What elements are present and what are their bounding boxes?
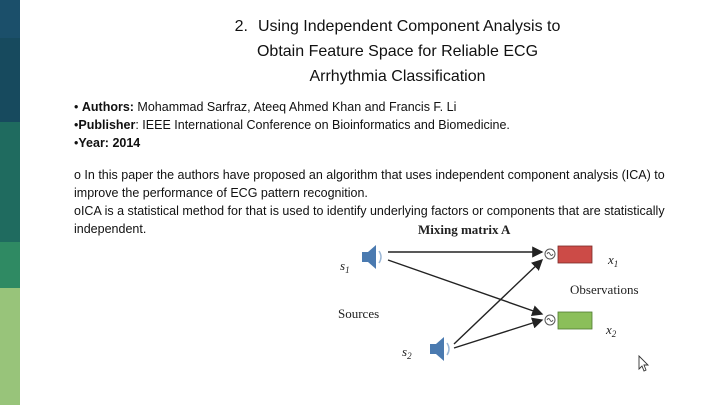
- authors-value: Mohammad Sarfraz, Ateeq Ahmed Khan and Francis F. Li: [133, 100, 457, 114]
- source-s1-label: $s_1$: [340, 258, 350, 275]
- paragraph-marker: o: [74, 168, 81, 182]
- source-s2-label: $s_2$: [402, 344, 412, 361]
- observation-x1-label: $x_1$: [608, 252, 619, 269]
- bullet: •: [74, 136, 79, 150]
- observation-x2-box: [558, 312, 592, 329]
- publisher-line: [74, 116, 510, 134]
- mouse-pointer-icon: [639, 356, 648, 371]
- publisher-label: Publisher: [78, 118, 136, 132]
- strip-segment: [0, 288, 20, 405]
- sum-node-icon: [545, 249, 555, 259]
- strip-segment: [0, 38, 20, 122]
- title-line: [160, 14, 635, 39]
- year-line: [74, 134, 510, 152]
- sum-node-icon: [545, 315, 555, 325]
- speaker-icon: [430, 337, 449, 361]
- title-line-2: Obtain Feature Space for Reliable ECG: [256, 43, 539, 60]
- slide-title: [160, 14, 635, 89]
- authors-label: Authors:: [81, 100, 134, 114]
- bullet: •: [74, 100, 79, 114]
- strip-segment: [0, 242, 20, 288]
- mixing-arrow: [454, 320, 542, 348]
- authors-line: [74, 98, 510, 116]
- year-label: Year: 2014: [78, 136, 141, 150]
- observation-x2-label: $x_2$: [606, 322, 617, 339]
- diagram-svg: [330, 214, 670, 384]
- paragraph-1: [74, 166, 674, 202]
- strip-segment: [0, 122, 20, 242]
- mixing-arrow: [454, 260, 542, 344]
- sources-label: Sources: [338, 306, 380, 321]
- observation-x1-box: [558, 246, 592, 263]
- title-number: 2.: [234, 18, 248, 35]
- strip-segment: [0, 0, 20, 38]
- paragraph-marker: o: [74, 204, 81, 218]
- speaker-icon: [362, 245, 381, 269]
- title-line-3: Arrhythmia Classification: [309, 68, 486, 85]
- publisher-value: : IEEE International Conference on Bioinformatics and Biomedicine.: [135, 118, 510, 132]
- observations-label: Observations: [570, 282, 639, 297]
- paper-metadata: [74, 98, 510, 152]
- side-color-strip: [0, 0, 20, 405]
- bullet: •: [74, 118, 79, 132]
- ica-mixing-diagram: [330, 214, 670, 384]
- paragraph-text: In this paper the authors have proposed an algorithm that uses independent component analysis (ICA) to improve the performance of ECG pattern recognition.: [74, 168, 665, 200]
- paragraph-text: ICA is a statistical method for that is used to identify underlying factors or components that are statistically independent.: [74, 204, 665, 236]
- title-line-1: Using Independent Component Analysis to: [257, 18, 561, 35]
- mixing-matrix-label: Mixing matrix A: [418, 222, 511, 237]
- mixing-arrow: [388, 260, 542, 314]
